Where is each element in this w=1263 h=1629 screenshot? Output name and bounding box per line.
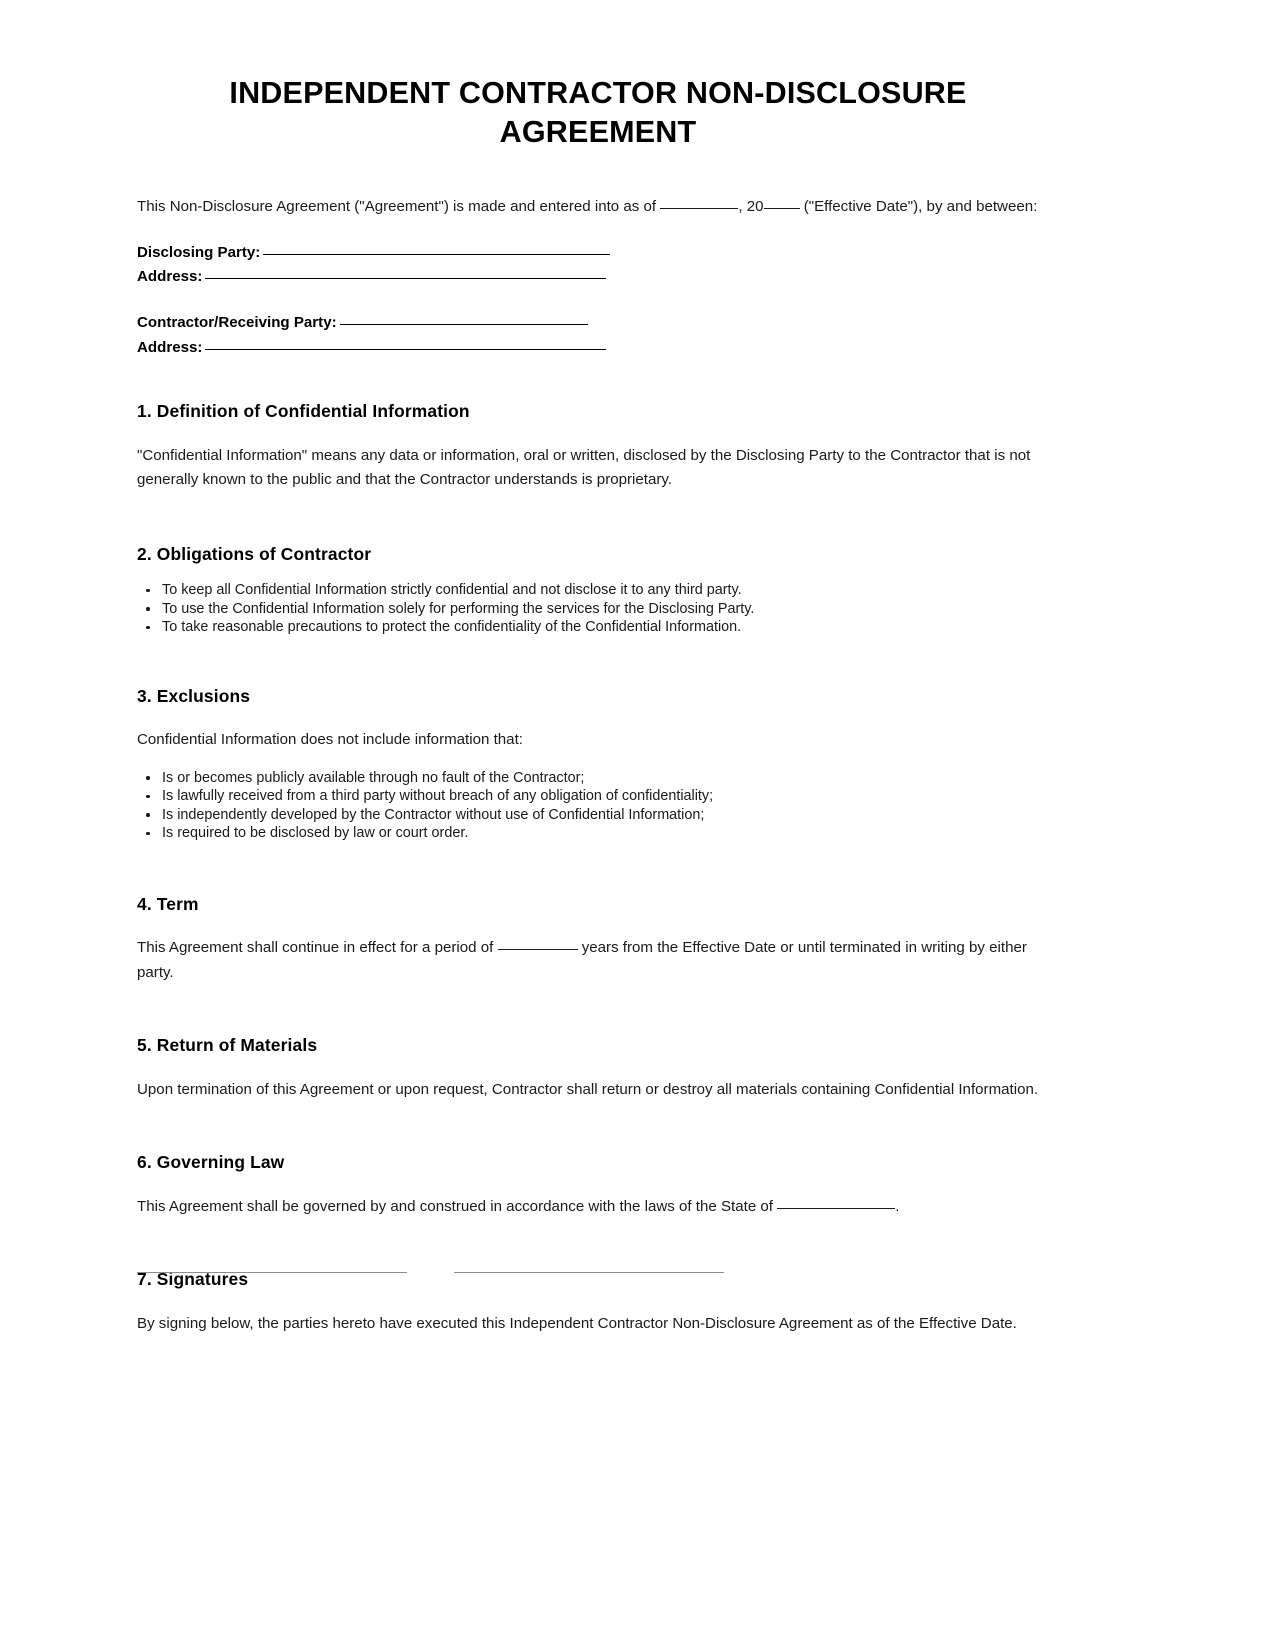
- contractor-party-row: [137, 311, 1059, 335]
- intro-text-after-date: , 20: [738, 198, 764, 216]
- exclusions-list: [137, 753, 1059, 843]
- list-item: To use the Confidential Information solely for performing the services for the Disclosing Party.: [137, 600, 1059, 618]
- section-heading-governing-law: 6. Governing Law: [137, 1152, 285, 1173]
- section-heading-term: 4. Term: [137, 893, 199, 914]
- list-item: To take reasonable precautions to protect the confidentiality of the Confidential Information.: [137, 618, 1059, 636]
- term-text-after-blank: years from the Effective Date or until terminated in writing by either party.: [137, 939, 1027, 981]
- contractor-party-label: Contractor/Receiving Party:: [137, 314, 337, 332]
- list-item: Is required to be disclosed by law or court order.: [137, 824, 1059, 842]
- party-information-block: [137, 220, 1059, 361]
- disclosing-address-label: Address:: [137, 267, 203, 285]
- signature-line-disclosing-party[interactable]: [137, 1272, 407, 1273]
- signature-line-contractor[interactable]: [454, 1272, 724, 1273]
- contractor-address-input[interactable]: [205, 349, 606, 350]
- governing-state-blank[interactable]: [777, 1208, 895, 1209]
- section-paragraph-term: [137, 915, 1059, 985]
- contractor-party-input[interactable]: [340, 324, 588, 325]
- section-paragraph-definition: "Confidential Information" means any data or information, oral or written, disclosed by the Disclosing Party to the Contractor that is not generally known to the public and that the Contractor understands is proprietary.: [137, 446, 1031, 489]
- page-title: INDEPENDENT CONTRACTOR NON-DISCLOSURE AGREEMENT: [229, 76, 967, 150]
- governing-law-text-before-blank: This Agreement shall be governed by and construed in accordance with the laws of the State of: [137, 1197, 778, 1215]
- disclosing-address-input[interactable]: [205, 278, 606, 279]
- disclosing-party-label: Disclosing Party:: [137, 243, 261, 261]
- obligations-list: [137, 565, 1059, 636]
- intro-text-after-year: ("Effective Date"), by and between:: [799, 198, 1038, 216]
- section-paragraph-governing-law: [137, 1174, 1059, 1219]
- section-heading-return-of-materials: 5. Return of Materials: [137, 1035, 318, 1055]
- section-paragraph-return-of-materials: Upon termination of this Agreement or upon request, Contractor shall return or destroy all materials containing Confidential Information.: [137, 1080, 1039, 1098]
- section-heading-signatures: 7. Signatures: [137, 1269, 249, 1290]
- section-heading-definition: 1. Definition of Confidential Information: [137, 401, 470, 422]
- section-heading-obligations: 2. Obligations of Contractor: [137, 543, 372, 564]
- disclosing-party-input[interactable]: [263, 254, 610, 255]
- intro-paragraph: [137, 152, 1059, 219]
- disclosing-address-row: [137, 265, 1059, 289]
- effective-year-blank[interactable]: [764, 208, 800, 209]
- contractor-address-row: [137, 336, 1059, 360]
- section-paragraph-signatures: By signing below, the parties hereto have executed this Independent Contractor Non-Disclosure Agreement as of the Effective Date.: [137, 1314, 1017, 1332]
- section-paragraph-exclusions: Confidential Information does not include information that:: [137, 731, 523, 749]
- list-item: Is independently developed by the Contractor without use of Confidential Information;: [137, 806, 1059, 824]
- effective-date-blank[interactable]: [660, 208, 738, 209]
- signature-lines-area: [137, 1272, 737, 1278]
- term-text-before-blank: This Agreement shall continue in effect for a period of: [137, 939, 498, 957]
- list-item: To keep all Confidential Information strictly confidential and not disclose it to any third party.: [137, 581, 1059, 599]
- governing-law-text-after-blank: .: [895, 1197, 900, 1215]
- list-item: Is lawfully received from a third party without breach of any obligation of confidentiality;: [137, 787, 1059, 805]
- disclosing-party-row: [137, 241, 1059, 265]
- contractor-address-label: Address:: [137, 338, 203, 356]
- term-years-blank[interactable]: [498, 949, 578, 950]
- party-spacer: [137, 289, 1059, 311]
- intro-text-before-date: This Non-Disclosure Agreement ("Agreement") is made and entered into as of: [137, 198, 661, 216]
- document-content: [137, 0, 1059, 1336]
- list-item: Is or becomes publicly available through no fault of the Contractor;: [137, 769, 1059, 787]
- section-heading-exclusions: 3. Exclusions: [137, 685, 251, 706]
